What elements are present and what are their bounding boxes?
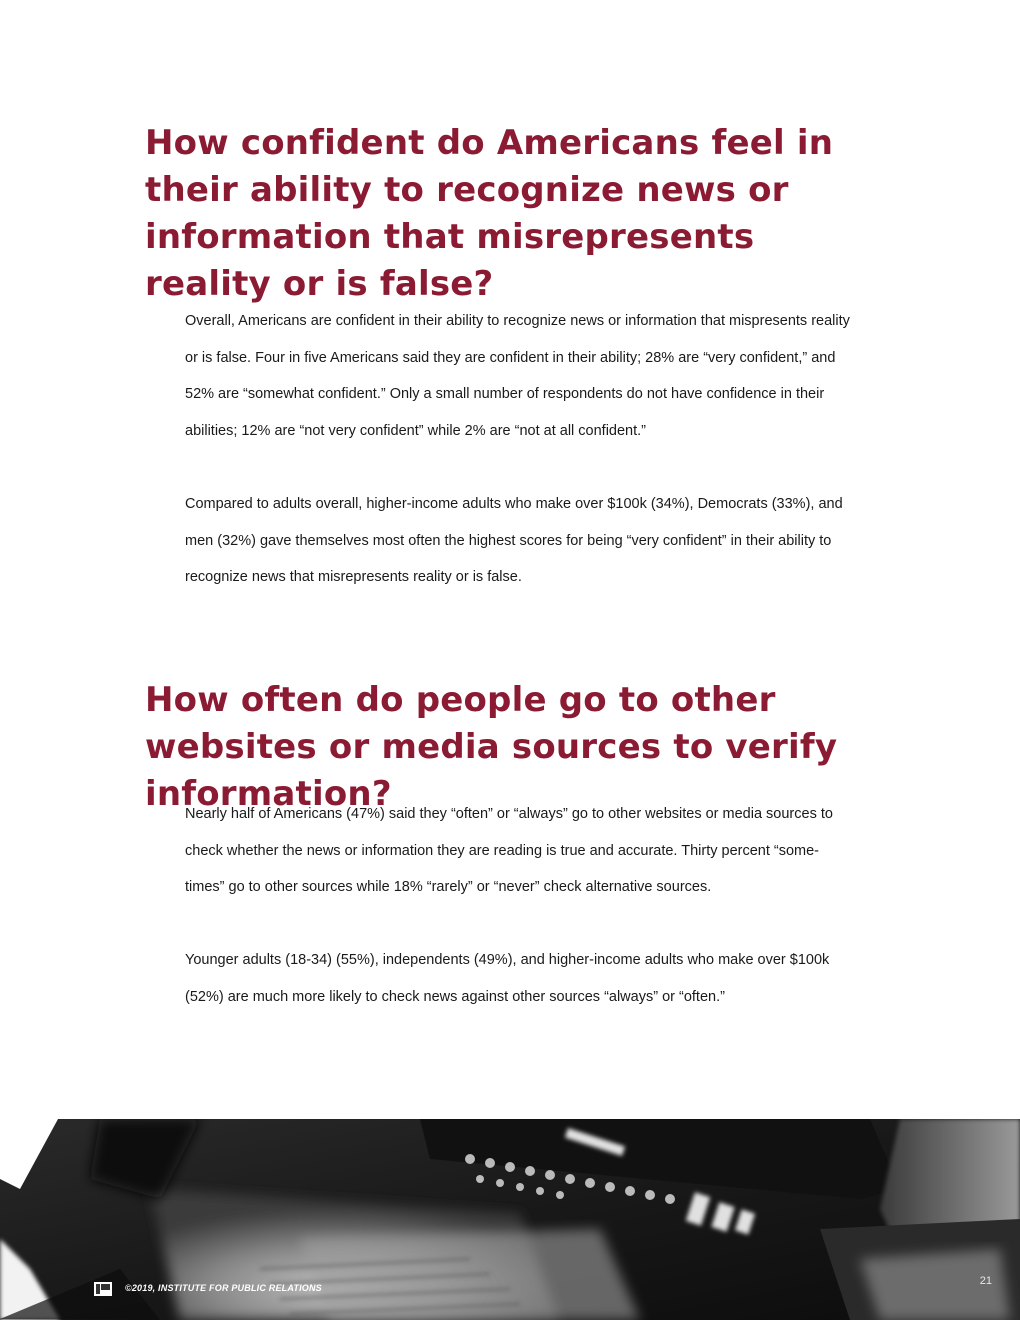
section-heading-verification: How often do people go to other websites or media sources to verify information? bbox=[145, 680, 838, 814]
confidence-paragraph-2: Compared to adults overall, higher-income adults who make over $100k (34%), Democrats (33%), and men (32%) gave themselves most often the highest scores for being “very confident” in their ability to recognize news that misrepresents reality or is false. bbox=[185, 496, 843, 586]
copyright-text: ©2019, INSTITUTE FOR PUBLIC RELATIONS bbox=[125, 1283, 322, 1293]
section-heading-confidence: How confident do Americans feel in their ability to recognize news or information that misrepresents reality or is false? bbox=[145, 123, 834, 304]
verification-paragraph-2: Younger adults (18-34) (55%), independents (49%), and higher-income adults who make over $100k (52%) are much more likely to check news against other sources “always” or “often.” bbox=[185, 952, 830, 1005]
confidence-paragraph-1: Overall, Americans are confident in their ability to recognize news or information that mispresents reality or is false. Four in five Americans said they are confident in their ability; 28% are “very confident,” and 52% are “somewhat confident.” Only a small number of respondents do not have confidence in their abilities; 12% are “not very confident” while 2% are “not at all confident.” bbox=[185, 313, 850, 439]
ipr-logo-icon bbox=[94, 1282, 112, 1296]
page-number: 21 bbox=[979, 1275, 992, 1287]
verification-paragraph-1: Nearly half of Americans (47%) said they “often” or “always” go to other websites or media sources to check whether the news or information they are reading is true and accurate. Thirty percent “some-times” go to other sources while 18% “rarely” or “never” check alternative sources. bbox=[185, 806, 833, 896]
